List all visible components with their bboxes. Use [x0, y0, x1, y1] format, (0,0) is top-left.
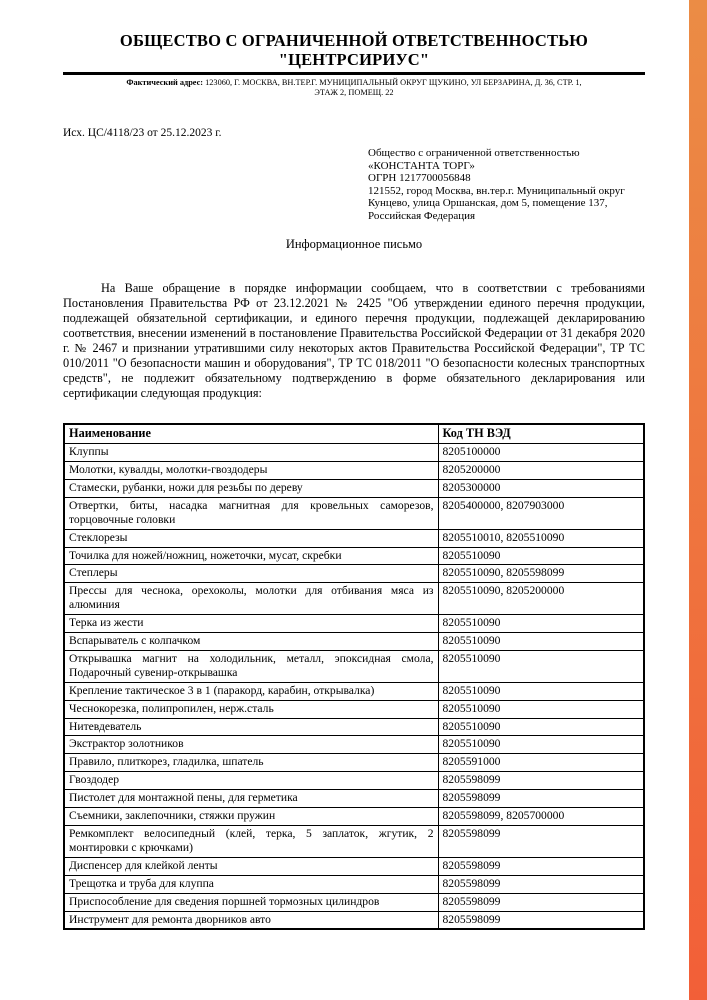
- product-name-cell: Съемники, заклепочники, стяжки пружин: [64, 808, 438, 826]
- company-name-line2: "ЦЕНТРСИРИУС": [278, 50, 430, 69]
- product-name-cell: Степлеры: [64, 565, 438, 583]
- table-row: [64, 461, 644, 479]
- address-label: Фактический адрес:: [126, 78, 204, 87]
- product-table-body: [64, 444, 644, 930]
- tnved-code-cell: 8205510090: [438, 615, 644, 633]
- recipient-line: «КОНСТАНТА ТОРГ»: [368, 159, 475, 172]
- recipient-address: [368, 147, 645, 223]
- letter-title: Информационное письмо: [285, 236, 423, 251]
- table-row: [64, 682, 644, 700]
- table-row: [64, 718, 644, 736]
- table-row: [64, 444, 644, 462]
- product-name-cell: Трещотка и труба для клуппа: [64, 875, 438, 893]
- table-row: [64, 893, 644, 911]
- tnved-code-cell: 8205598099: [438, 893, 644, 911]
- table-row: [64, 615, 644, 633]
- letter-content: [63, 0, 645, 930]
- table-row: [64, 497, 644, 529]
- table-row: [64, 583, 644, 615]
- address-line1-text: 123060, Г. МОСКВА, ВН.ТЕР.Г. МУНИЦИПАЛЬНЫЙ ОКРУГ ЩУКИНО, УЛ БЕРЗАРИНА, Д. 36, СТР. 1,: [203, 78, 582, 87]
- recipient-line: Российская Федерация: [368, 209, 476, 222]
- table-row: [64, 565, 644, 583]
- tnved-code-cell: 8205598099: [438, 826, 644, 858]
- tnved-code-cell: 8205510090: [438, 633, 644, 651]
- recipient-line: Общество с ограниченной ответственностью: [368, 147, 580, 159]
- product-name-cell: Отвертки, биты, насадка магнитная для кровельных саморезов, торцовочные головки: [64, 497, 438, 529]
- product-name-cell: Экстрактор золотников: [64, 736, 438, 754]
- product-name-cell: Ремкомплект велосипедный (клей, терка, 5 заплаток, жгутик, 2 монтировки с крючками): [64, 826, 438, 858]
- table-row: [64, 808, 644, 826]
- tnved-code-cell: 8205510090: [438, 718, 644, 736]
- tnved-code-cell: 8205100000: [438, 444, 644, 462]
- product-name-cell: Вспарыватель с колпачком: [64, 633, 438, 651]
- tnved-code-cell: 8205510010, 8205510090: [438, 529, 644, 547]
- table-row: [64, 650, 644, 682]
- table-row: [64, 479, 644, 497]
- company-address-line2: ЭТАЖ 2, ПОМЕЩ. 22: [314, 88, 394, 97]
- letter-body-paragraph: На Ваше обращение в порядке информации сообщаем, что в соответствии с требованиями Постановления Правительства РФ от 23.12.2021 № 2425 "Об утверждении единого перечня продукции, подлежащей обязательной сертификации, и единого перечня продукции, подлежащей декларированию соответствия, внесении изменений в постановление Правительства Российской Федерации от 31 декабря 2020 г. № 2467 и признании утратившими силу некоторых актов Правительства Российской Федерации", ТР ТС 010/2011 "О безопасности машин и оборудования", ТР ТС 018/2011 "О безопасности колесных транспортных средств", не подлежит обязательному подтверждению в форме обязательного декларирования или сертификации следующая продукция:: [63, 280, 645, 401]
- table-row: [64, 826, 644, 858]
- product-name-cell: Терка из жести: [64, 615, 438, 633]
- product-table-head: [64, 424, 644, 443]
- product-name-cell: Стеклорезы: [64, 529, 438, 547]
- product-name-cell: Крепление тактическое 3 в 1 (паракорд, карабин, открывалка): [64, 682, 438, 700]
- table-row: [64, 754, 644, 772]
- product-name-cell: Правило, плиткорез, гладилка, шпатель: [64, 754, 438, 772]
- tnved-code-cell: 8205591000: [438, 754, 644, 772]
- tnved-code-cell: 8205510090: [438, 736, 644, 754]
- tnved-code-cell: 8205510090: [438, 700, 644, 718]
- product-name-cell: Нитевдеватель: [64, 718, 438, 736]
- table-row: [64, 911, 644, 929]
- page-accent-bar: [689, 0, 707, 1000]
- product-name-cell: Молотки, кувалды, молотки-гвоздодеры: [64, 461, 438, 479]
- product-table: [63, 423, 645, 930]
- tnved-code-cell: 8205598099: [438, 790, 644, 808]
- recipient-line: 121552, город Москва, вн.тер.г. Муниципальный округ: [368, 184, 625, 197]
- product-name-cell: Гвоздодер: [64, 772, 438, 790]
- tnved-code-cell: 8205510090, 8205598099: [438, 565, 644, 583]
- product-name-cell: Диспенсер для клейкой ленты: [64, 857, 438, 875]
- product-name-cell: Прессы для чеснока, орехоколы, молотки для отбивания мяса из алюминия: [64, 583, 438, 615]
- recipient-line: ОГРН 1217700056848: [368, 172, 471, 185]
- tnved-code-cell: 8205598099: [438, 857, 644, 875]
- table-row: [64, 790, 644, 808]
- product-name-cell: Приспособление для сведения поршней тормозных цилиндров: [64, 893, 438, 911]
- tnved-code-cell: 8205598099: [438, 772, 644, 790]
- tnved-code-cell: 8205510090: [438, 650, 644, 682]
- company-name-line1: ОБЩЕСТВО С ОГРАНИЧЕННОЙ ОТВЕТСТВЕННОСТЬЮ: [119, 31, 589, 50]
- product-name-cell: Клуппы: [64, 444, 438, 462]
- column-header-code: Код ТН ВЭД: [438, 424, 644, 443]
- table-row: [64, 700, 644, 718]
- company-letterhead: [63, 31, 645, 69]
- tnved-code-cell: 8205510090: [438, 547, 644, 565]
- product-name-cell: Открывашка магнит на холодильник, металл, эпоксидная смола, Подарочный сувенир-открывашка: [64, 650, 438, 682]
- table-header-row: [64, 424, 644, 443]
- tnved-code-cell: 8205400000, 8207903000: [438, 497, 644, 529]
- tnved-code-cell: 8205510090: [438, 682, 644, 700]
- company-address-line1: [63, 78, 645, 88]
- product-name-cell: Чеснокорезка, полипропилен, нерж.сталь: [64, 700, 438, 718]
- tnved-code-cell: 8205510090, 8205200000: [438, 583, 644, 615]
- table-row: [64, 547, 644, 565]
- company-address: [63, 78, 645, 98]
- product-name-cell: Инструмент для ремонта дворников авто: [64, 911, 438, 929]
- tnved-code-cell: 8205300000: [438, 479, 644, 497]
- outgoing-reference: Исх. ЦС/4118/23 от 25.12.2023 г.: [63, 127, 222, 139]
- product-name-cell: Пистолет для монтажной пены, для герметика: [64, 790, 438, 808]
- table-row: [64, 633, 644, 651]
- product-name-cell: Точилка для ножей/ножниц, ножеточки, мусат, скребки: [64, 547, 438, 565]
- product-name-cell: Стамески, рубанки, ножи для резьбы по дереву: [64, 479, 438, 497]
- table-row: [64, 875, 644, 893]
- tnved-code-cell: 8205598099: [438, 911, 644, 929]
- recipient-line: Кунцево, улица Оршанская, дом 5, помещение 137,: [368, 197, 608, 210]
- tnved-code-cell: 8205598099: [438, 875, 644, 893]
- tnved-code-cell: 8205598099, 8205700000: [438, 808, 644, 826]
- tnved-code-cell: 8205200000: [438, 461, 644, 479]
- column-header-name: Наименование: [64, 424, 438, 443]
- letterhead-divider: [63, 72, 645, 75]
- table-row: [64, 736, 644, 754]
- table-row: [64, 772, 644, 790]
- table-row: [64, 529, 644, 547]
- table-row: [64, 857, 644, 875]
